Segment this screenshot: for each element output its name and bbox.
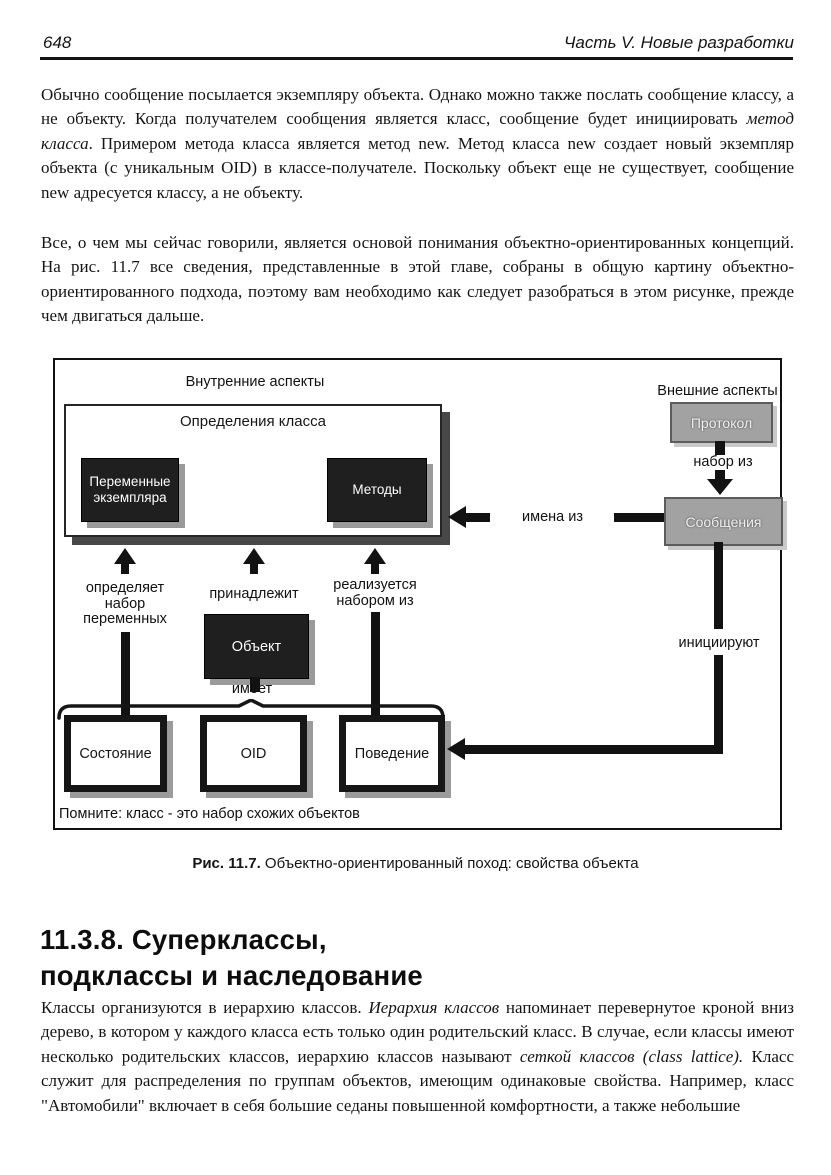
label-class-definitions: Определения класса	[180, 413, 326, 430]
paragraph-1: Обычно сообщение посылается экземпляру объекта. Однако можно также послать сообщение классу, а не объекту. Когда получателем сообщения является класс, сообщение будет инициировать метод класса. Примером метода класса является метод new. Метод класса new создает новый экземпляр объекта (с уникальным OID) в классе-получателе. Поскольку объект еще не существует, сообщение new адресуется классу, а не объекту.	[41, 85, 794, 202]
section-heading-line2: подклассы и наследование	[40, 960, 423, 991]
figure-11-7-diagram	[53, 358, 782, 830]
figure-caption-text: Объектно-ориентированный поход: свойства объекта	[260, 855, 639, 872]
label-realized-by-set-of: реализуется набором из	[333, 577, 417, 609]
section-heading-line1: 11.3.8. Суперклассы,	[40, 924, 327, 955]
up-arrow-belongs-stem	[250, 564, 258, 574]
label-set-of: набор из	[693, 454, 753, 470]
paragraph-3: Классы организуются в иерархию классов. Иерархия классов напоминает перевернутое кроной вниз дерево, в котором у каждого класса есть только один родительский класс. В случае, если классы имеют несколько родительских классов, иерархию классов называют сеткой классов (class lattice). Класс служит для распределения по группам объектов, имеющим одинаковые свойства. Например, класс "Автомобили" включает в себя большие седаны повышенной комфортности, а также небольшие	[41, 998, 795, 1115]
running-title: Часть V. Новые разработки	[563, 33, 794, 52]
label-names-from: имена из	[522, 509, 583, 525]
initiate-line-lower	[714, 655, 723, 754]
page-number: 648	[43, 33, 72, 52]
initiate-arrowhead-icon	[447, 738, 465, 760]
down-arrow-icon	[707, 479, 733, 495]
section-heading	[40, 922, 423, 994]
instance-variables-box: Переменные экземпляра	[81, 458, 179, 522]
figure-caption	[0, 855, 831, 872]
up-arrow-defines-stem	[121, 564, 129, 574]
label-initiate: инициируют	[678, 635, 760, 651]
figure-caption-number: Рис. 11.7.	[192, 855, 261, 872]
names-from-line-left	[466, 513, 490, 522]
label-note: Помните: класс - это набор схожих объектов	[59, 806, 360, 822]
label-defines-set-of-variables: определяет набор переменных	[83, 580, 167, 627]
up-arrow-defines-icon	[114, 548, 136, 564]
up-arrow-belongs-icon	[243, 548, 265, 564]
label-belongs-to: принадлежит	[209, 586, 299, 602]
initiate-line-upper	[714, 542, 723, 629]
header-rule	[40, 57, 793, 60]
protocol-stem	[715, 441, 725, 455]
behavior-box: Поведение	[339, 715, 445, 792]
object-box: Объект	[204, 614, 309, 679]
initiate-line-horizontal	[465, 745, 723, 754]
protocol-box: Протокол	[670, 402, 773, 443]
paragraph-2: Все, о чем мы сейчас говорили, является основой понимания объектно-ориентированных концепций. На рис. 11.7 все сведения, представленные в этой главе, собраны в общую картину объектно-ориентированного подхода, поэтому вам необходимо как следует разобраться в этом рисунке, прежде чем двигаться дальше.	[41, 233, 794, 326]
names-from-line-right	[614, 513, 664, 522]
oid-box: OID	[200, 715, 307, 792]
up-arrow-realized-stem	[371, 564, 379, 574]
label-has: имеет	[231, 681, 273, 697]
up-arrow-realized-icon	[364, 548, 386, 564]
methods-box: Методы	[327, 458, 427, 522]
messages-box: Сообщения	[664, 497, 783, 546]
names-from-arrowhead-icon	[448, 506, 466, 528]
state-box: Состояние	[64, 715, 167, 792]
label-internal-aspects: Внутренние аспекты	[185, 374, 325, 390]
label-external-aspects: Внешние аспекты	[657, 383, 778, 399]
